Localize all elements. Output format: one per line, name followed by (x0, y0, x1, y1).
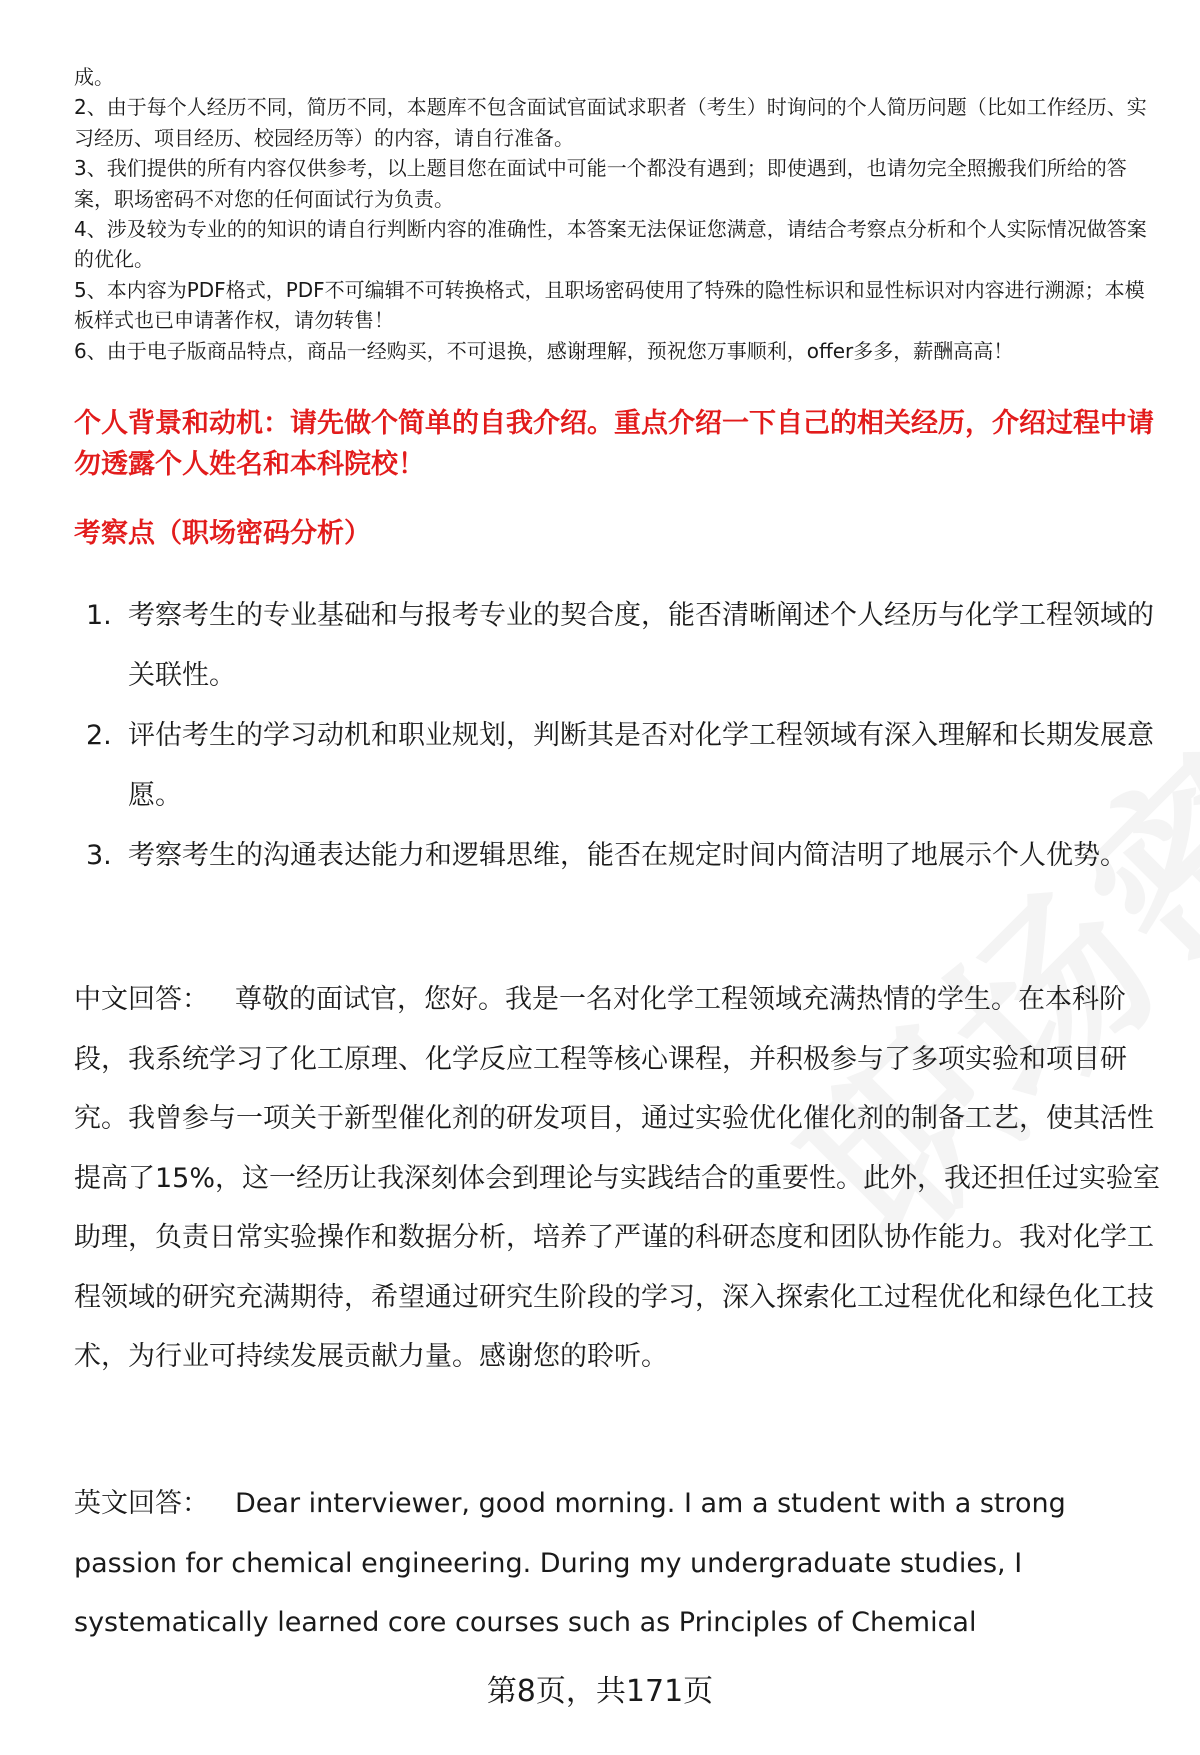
notes-section (74, 62, 1164, 366)
chinese-answer-label: 中文回答： (74, 984, 209, 1015)
point-number: 2. (86, 720, 112, 751)
page-number: 第8页，共171页 (486, 1674, 714, 1709)
point-text: 考察考生的沟通表达能力和逻辑思维，能否在规定时间内简洁明了地展示个人优势。 (128, 840, 1127, 871)
english-answer-label: 英文回答： (74, 1488, 209, 1519)
question-title: 个人背景和动机：请先做个简单的自我介绍。重点介绍一下自己的相关经历，介绍过程中请勿透露个人姓名和本科院校！ (74, 408, 1154, 480)
english-answer (74, 1474, 1164, 1653)
note-item: 4、涉及较为专业的的知识的请自行判断内容的准确性，本答案无法保证您满意，请结合考察点分析和个人实际情况做答案的优化。 (74, 217, 1147, 272)
analysis-point (74, 706, 1164, 826)
point-text: 考察考生的专业基础和与报考专业的契合度，能否清晰阐述个人经历与化学工程领域的关联性。 (128, 600, 1154, 691)
chinese-answer (74, 970, 1164, 1387)
english-answer-text: Dear interviewer, good morning. I am a student with a strong passion for chemical engineering. During my undergraduate studies, I systematically learned core courses such as Principles of Chemical (74, 1488, 1066, 1638)
point-number: 3. (86, 840, 112, 871)
note-item: 成。 (74, 65, 114, 89)
analysis-points (74, 586, 1164, 886)
note-item: 6、由于电子版商品特点，商品一经购买，不可退换，感谢理解，预祝您万事顺利，offer多多，薪酬高高！ (74, 338, 1014, 363)
note-item: 3、我们提供的所有内容仅供参考，以上题目您在面试中可能一个都没有遇到；即使遇到，也请勿完全照搬我们所给的答案，职场密码不对您的任何面试行为负责。 (74, 156, 1127, 211)
analysis-point (74, 586, 1164, 706)
analysis-point (74, 826, 1164, 886)
chinese-answer-text: 尊敬的面试官，您好。我是一名对化学工程领域充满热情的学生。在本科阶段，我系统学习了化工原理、化学反应工程等核心课程，并积极参与了多项实验和项目研究。我曾参与一项关于新型催化剂的研发项目，通过实验优化催化剂的制备工艺，使其活性提高了15%，这一经历让我深刻体会到理论与实践结合的重要性。此外，我还担任过实验室助理，负责日常实验操作和数据分析，培养了严谨的科研态度和团队协作能力。我对化学工程领域的研究充满期待，希望通过研究生阶段的学习，深入探索化工过程优化和绿色化工技术，为行业可持续发展贡献力量。感谢您的聆听。 (74, 984, 1161, 1372)
note-item: 5、本内容为PDF格式，PDF不可编辑不可转换格式，且职场密码使用了特殊的隐性标识和显性标识对内容进行溯源；本模板样式也已申请著作权，请勿转售！ (74, 277, 1145, 333)
point-number: 1. (86, 600, 112, 631)
note-item: 2、由于每个人经历不同，简历不同，本题库不包含面试官面试求职者（考生）时询问的个人简历问题（比如工作经历、实习经历、项目经历、校园经历等）的内容，请自行准备。 (74, 95, 1147, 150)
analysis-title: 考察点（职场密码分析） (74, 518, 371, 549)
point-text: 评估考生的学习动机和职业规划，判断其是否对化学工程领域有深入理解和长期发展意愿。 (128, 720, 1154, 811)
